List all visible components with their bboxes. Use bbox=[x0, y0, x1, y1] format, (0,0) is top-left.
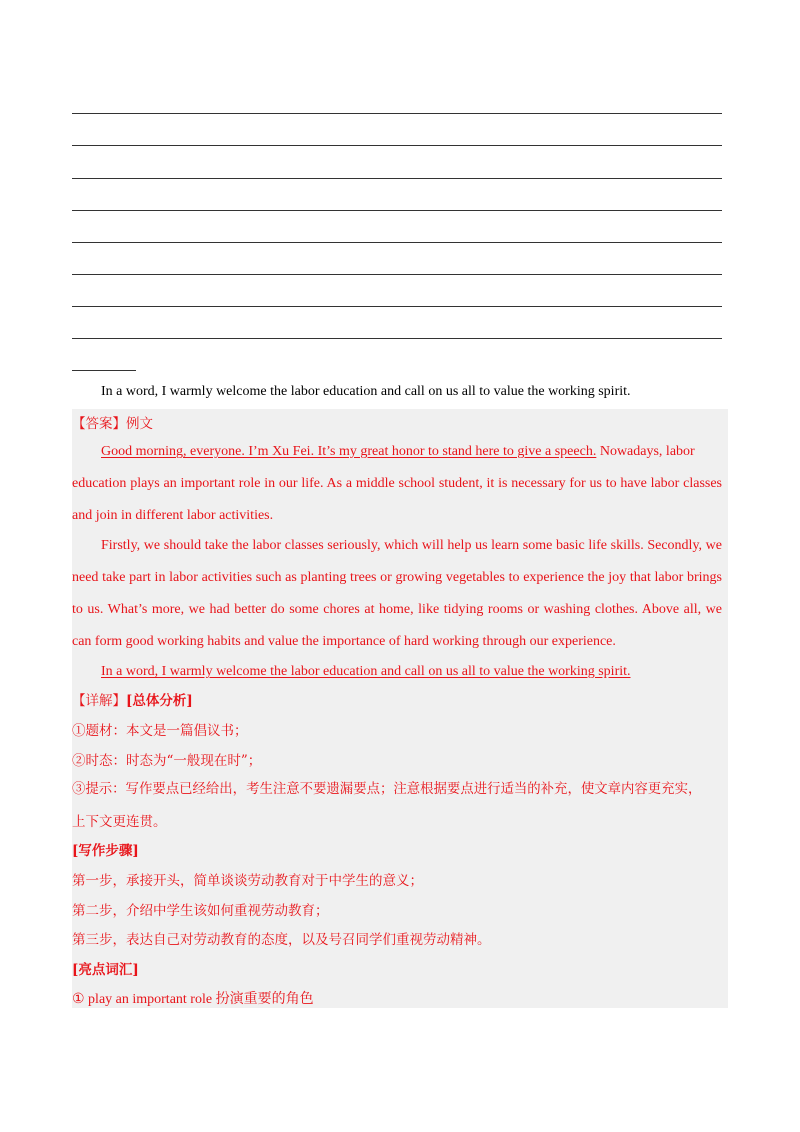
writing-line bbox=[72, 338, 722, 339]
analysis-item-3-line2: 上下文更连贯。 bbox=[72, 814, 167, 830]
explanation-label: 【详解】 bbox=[72, 693, 126, 709]
section-title-overall: [总体分析] bbox=[126, 693, 193, 709]
essay-p3-line1 bbox=[101, 663, 631, 681]
step-1: 第一步，承接开头，简单谈谈劳动教育对于中学生的意义； bbox=[72, 873, 423, 889]
essay-p1-line1 bbox=[101, 443, 695, 461]
essay-p2-line4: can form good working habits and value the importance of hard working through our experience. bbox=[72, 634, 616, 649]
writing-line bbox=[72, 306, 722, 307]
writing-line bbox=[72, 210, 722, 211]
answer-block bbox=[72, 409, 728, 1008]
writing-line bbox=[72, 113, 722, 114]
closing-sentence: In a word, I warmly welcome the labor education and call on us all to value the working spirit. bbox=[101, 384, 631, 399]
section-title-vocab: [亮点词汇] bbox=[72, 962, 139, 978]
essay-closing-sentence: In a word, I warmly welcome the labor education and call on us all to value the working spirit. bbox=[101, 664, 631, 679]
analysis-item-2: ②时态：时态为“一般现在时”； bbox=[72, 753, 262, 769]
writing-line bbox=[72, 145, 722, 146]
essay-p2-line2: need take part in labor activities such as planting trees or growing vegetables to experience the joy that labor brings bbox=[72, 570, 722, 585]
writing-line bbox=[72, 242, 722, 243]
section-title-steps: [写作步骤] bbox=[72, 843, 139, 859]
analysis-item-1: ①题材：本文是一篇倡议书； bbox=[72, 723, 248, 739]
writing-line bbox=[72, 178, 722, 179]
writing-line-short bbox=[72, 370, 136, 371]
essay-p1-line2: education plays an important role in our life. As a middle school student, it is necessary for us to have labor classes bbox=[72, 476, 722, 491]
step-3: 第三步，表达自己对劳动教育的态度，以及号召同学们重视劳动精神。 bbox=[72, 932, 491, 948]
step-2: 第二步，介绍中学生该如何重视劳动教育； bbox=[72, 903, 329, 919]
vocab-item-1: ① play an important role 扮演重要的角色 bbox=[72, 992, 314, 1007]
answer-heading bbox=[72, 415, 153, 434]
essay-text: Nowadays, labor bbox=[596, 444, 695, 459]
essay-p1-line3: and join in different labor activities. bbox=[72, 508, 274, 523]
essay-p2-line1: Firstly, we should take the labor classes seriously, which will help us learn some basic life skills. Secondly, we bbox=[101, 538, 722, 553]
essay-p2-line3: to us. What’s more, we had better do some chores at home, like tidying rooms or washing clothes. Above all, we bbox=[72, 602, 722, 617]
essay-opening-sentence: Good morning, everyone. I’m Xu Fei. It’s my great honor to stand here to give a speech. bbox=[101, 444, 597, 459]
explanation-heading bbox=[72, 692, 193, 711]
answer-label-text: 例文 bbox=[126, 416, 153, 432]
writing-line bbox=[72, 274, 722, 275]
analysis-item-3-line1: ③提示：写作要点已经给出，考生注意不要遗漏要点；注意根据要点进行适当的补充，使文章内容更充实， bbox=[72, 782, 702, 797]
answer-label: 【答案】 bbox=[72, 416, 126, 432]
